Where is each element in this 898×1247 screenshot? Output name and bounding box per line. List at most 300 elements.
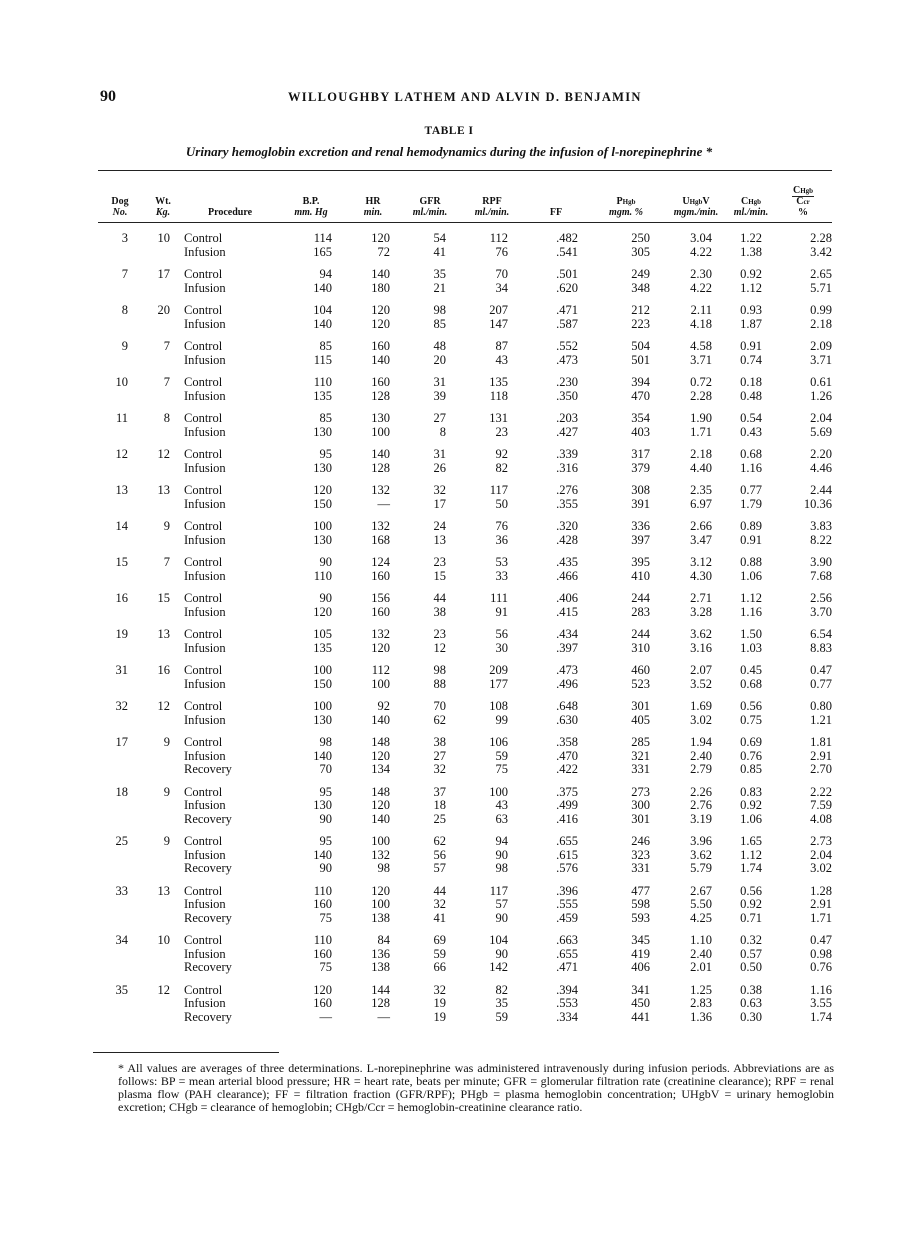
table-row — [98, 975, 832, 998]
hr-cell: 160 — [371, 604, 390, 619]
procedure-cell: Infusion — [184, 280, 226, 295]
dog-number — [98, 1011, 142, 1025]
phgb-cell: 308 — [631, 483, 650, 497]
hr-cell: 138 — [371, 960, 390, 974]
dog-number: 25 — [115, 834, 128, 848]
rpf-cell: 92 — [495, 447, 508, 461]
rpf-cell: 111 — [490, 591, 508, 605]
rpf-cell: 70 — [495, 267, 508, 281]
rpf-cell: 112 — [489, 231, 508, 245]
ff-cell: .396 — [556, 883, 578, 898]
rpf-cell: 43 — [495, 352, 508, 367]
hr-cell: 112 — [371, 663, 390, 677]
hr-cell: 128 — [371, 996, 390, 1010]
col-rpf: RPF ml./min. — [474, 196, 510, 218]
rpf-cell: 117 — [489, 483, 508, 497]
phgb-cell: 450 — [631, 996, 650, 1010]
hr-cell: 128 — [371, 388, 390, 403]
procedure-cell: Infusion — [184, 568, 226, 583]
dog-number — [98, 606, 142, 620]
ratio-fraction: $\frac{\text{CHgb}}{\text{Ccr}}$ — [792, 184, 814, 207]
gfr-cell: 41 — [433, 244, 446, 259]
gfr-cell: 8 — [439, 424, 446, 439]
phgb-cell: 441 — [631, 1009, 650, 1024]
phgb-cell: 212 — [631, 303, 650, 317]
chgb-cell: 0.68 — [740, 447, 762, 461]
chgb-cell: 0.71 — [740, 910, 762, 925]
table-row — [98, 498, 832, 512]
table-row — [98, 727, 832, 750]
table-row — [98, 462, 832, 476]
ff-cell: .416 — [556, 811, 578, 826]
gfr-cell: 62 — [433, 712, 446, 727]
table-row — [98, 534, 832, 548]
chgb-cell: 0.69 — [740, 735, 762, 749]
weight-cell: 16 — [157, 663, 170, 677]
bp-cell: 90 — [319, 811, 332, 826]
bp-cell: 75 — [319, 910, 332, 925]
ratio-cell: 8.22 — [810, 532, 832, 547]
bp-cell: 85 — [319, 411, 332, 425]
gfr-cell: 27 — [433, 748, 446, 763]
bp-cell: 94 — [319, 267, 332, 281]
rpf-cell: 209 — [489, 663, 508, 677]
phgb-cell: 341 — [631, 982, 650, 997]
dog-number — [98, 849, 142, 863]
procedure-cell: Recovery — [184, 861, 232, 875]
phgb-cell: 336 — [631, 519, 650, 533]
bp-cell: — — [319, 1009, 332, 1024]
hr-cell: 160 — [371, 339, 390, 353]
procedure-cell: Control — [184, 411, 223, 425]
table-row — [98, 925, 832, 948]
table-row — [98, 642, 832, 656]
hr-cell: 120 — [371, 640, 390, 655]
chgb-cell: 0.93 — [740, 303, 762, 317]
col-dog: Dog No. — [111, 196, 129, 218]
hr-cell: 72 — [377, 244, 390, 259]
rpf-cell: 56 — [495, 627, 508, 641]
gfr-cell: 37 — [433, 784, 446, 799]
ff-cell: .334 — [556, 1009, 578, 1024]
weight-cell — [142, 282, 184, 296]
bp-cell: 90 — [319, 555, 332, 569]
weight-cell: 7 — [163, 375, 170, 389]
dog-group — [98, 691, 832, 727]
bp-cell: 114 — [313, 231, 332, 245]
ff-cell: .541 — [556, 244, 578, 259]
dog-group — [98, 547, 832, 583]
bp-cell: 160 — [313, 996, 332, 1010]
bp-cell: 130 — [313, 712, 332, 727]
procedure-cell: Infusion — [184, 897, 226, 911]
chgb-cell: 1.50 — [740, 627, 762, 641]
phgb-cell: 523 — [631, 676, 650, 691]
ratio-cell: 1.81 — [810, 735, 832, 749]
uhgbv-cell: 2.76 — [690, 798, 712, 812]
procedure-cell: Control — [184, 555, 223, 569]
procedure-cell: Control — [184, 784, 223, 799]
footnote-rule — [93, 1052, 279, 1053]
table-row — [98, 655, 832, 678]
procedure-cell: Control — [184, 591, 223, 605]
hr-cell: 120 — [371, 748, 390, 763]
rpf-cell: 57 — [495, 897, 508, 911]
col-ratio: $\frac{\text{CHgb}}{\text{Ccr}}$ % — [792, 184, 814, 218]
procedure-cell: Control — [184, 375, 223, 389]
gfr-cell: 85 — [433, 316, 446, 331]
ff-cell: .394 — [556, 982, 578, 997]
bp-cell: 100 — [313, 699, 332, 713]
chgb-cell: 1.22 — [740, 231, 762, 245]
ratio-cell: 10.36 — [803, 496, 832, 511]
ff-cell: .473 — [556, 663, 578, 677]
uhgbv-cell: 3.62 — [690, 627, 712, 641]
phgb-cell: 460 — [631, 663, 650, 677]
procedure-cell: Control — [184, 519, 223, 533]
rpf-cell: 108 — [489, 699, 508, 713]
ratio-cell: 2.73 — [810, 834, 832, 848]
ff-cell: .499 — [556, 798, 578, 812]
table-row — [98, 849, 832, 863]
table-row — [98, 259, 832, 282]
chgb-cell: 1.87 — [740, 316, 762, 331]
table-row — [98, 619, 832, 642]
dog-number — [98, 318, 142, 332]
rpf-cell: 63 — [495, 811, 508, 826]
hr-cell: 120 — [371, 303, 390, 317]
chgb-cell: 1.06 — [740, 811, 762, 826]
uhgbv-cell: 3.12 — [690, 555, 712, 569]
weight-cell — [142, 390, 184, 404]
table-row — [98, 862, 832, 876]
procedure-cell: Control — [184, 883, 223, 898]
ratio-cell: 0.47 — [810, 663, 832, 677]
table-row — [98, 583, 832, 606]
dog-number: 11 — [115, 411, 128, 425]
ratio-cell: 0.47 — [810, 933, 832, 947]
dog-group — [98, 259, 832, 295]
gfr-cell: 23 — [433, 555, 446, 569]
phgb-cell: 273 — [631, 784, 650, 799]
chgb-cell: 0.74 — [740, 352, 762, 367]
gfr-cell: 38 — [433, 735, 446, 749]
table-header — [98, 176, 832, 221]
phgb-cell: 410 — [631, 568, 650, 583]
uhgbv-cell: 5.79 — [690, 861, 712, 875]
chgb-cell: 0.77 — [740, 483, 762, 497]
bp-cell: 110 — [313, 568, 332, 583]
table-row — [98, 691, 832, 714]
weight-cell — [142, 426, 184, 440]
ff-cell: .630 — [556, 712, 578, 727]
bp-cell: 95 — [319, 784, 332, 799]
phgb-cell: 397 — [631, 532, 650, 547]
phgb-cell: 250 — [631, 231, 650, 245]
dog-number: 14 — [115, 519, 128, 533]
procedure-cell: Control — [184, 735, 223, 749]
procedure-cell: Infusion — [184, 388, 226, 403]
gfr-cell: 25 — [433, 811, 446, 826]
chgb-cell: 0.38 — [740, 982, 762, 997]
ratio-cell: 0.76 — [810, 960, 832, 974]
uhgbv-cell: 3.52 — [690, 676, 712, 691]
dog-number — [98, 390, 142, 404]
hr-cell: 134 — [371, 762, 390, 776]
ratio-cell: 7.68 — [810, 568, 832, 583]
hr-cell: 138 — [371, 910, 390, 925]
gfr-cell: 57 — [433, 861, 446, 875]
dog-group — [98, 975, 832, 1025]
ratio-cell: 3.02 — [810, 861, 832, 875]
ff-cell: .655 — [556, 834, 578, 848]
bp-cell: 110 — [313, 375, 332, 389]
phgb-cell: 391 — [631, 496, 650, 511]
procedure-cell: Control — [184, 231, 223, 245]
dog-number: 17 — [115, 735, 128, 749]
dog-group — [98, 826, 832, 876]
dog-number: 33 — [115, 883, 128, 898]
bp-cell: 85 — [319, 339, 332, 353]
gfr-cell: 23 — [433, 627, 446, 641]
ratio-cell: 2.22 — [810, 784, 832, 799]
ratio-cell: 3.42 — [810, 244, 832, 259]
weight-cell — [142, 750, 184, 764]
weight-cell — [142, 570, 184, 584]
hr-cell: 132 — [371, 483, 390, 497]
hr-cell: 100 — [371, 676, 390, 691]
chgb-cell: 0.83 — [740, 784, 762, 799]
chgb-cell: 0.54 — [740, 411, 762, 425]
rpf-cell: 207 — [489, 303, 508, 317]
ratio-cell: 2.91 — [810, 748, 832, 763]
weight-cell — [142, 813, 184, 827]
weight-cell — [142, 462, 184, 476]
ratio-cell: 3.70 — [810, 604, 832, 619]
rpf-cell: 142 — [489, 960, 508, 974]
chgb-cell: 0.88 — [740, 555, 762, 569]
ff-cell: .276 — [556, 483, 578, 497]
hr-cell: 120 — [371, 316, 390, 331]
bp-cell: 135 — [313, 388, 332, 403]
uhgbv-cell: 2.28 — [690, 388, 712, 403]
table-row — [98, 912, 832, 926]
table-row — [98, 390, 832, 404]
hr-cell: 140 — [371, 267, 390, 281]
hr-cell: 120 — [371, 883, 390, 898]
phgb-cell: 477 — [631, 883, 650, 898]
procedure-cell: Control — [184, 627, 223, 641]
phgb-cell: 501 — [631, 352, 650, 367]
chgb-cell: 0.43 — [740, 424, 762, 439]
ff-cell: .471 — [556, 303, 578, 317]
uhgbv-cell: 3.04 — [690, 231, 712, 245]
uhgbv-cell: 3.02 — [690, 712, 712, 727]
dog-group — [98, 511, 832, 547]
weight-cell — [142, 318, 184, 332]
bp-cell: 95 — [319, 834, 332, 848]
weight-cell: 7 — [163, 555, 170, 569]
uhgbv-cell: 3.47 — [690, 532, 712, 547]
bp-cell: 95 — [319, 447, 332, 461]
uhgbv-cell: 1.71 — [690, 424, 712, 439]
chgb-cell: 1.16 — [740, 460, 762, 475]
gfr-cell: 26 — [433, 460, 446, 475]
ratio-cell: 4.46 — [810, 460, 832, 475]
ff-cell: .339 — [556, 447, 578, 461]
rpf-cell: 35 — [495, 996, 508, 1010]
ff-cell: .473 — [556, 352, 578, 367]
weight-cell: 13 — [157, 627, 170, 641]
bp-cell: 110 — [313, 883, 332, 898]
ff-cell: .428 — [556, 532, 578, 547]
phgb-cell: 348 — [631, 280, 650, 295]
uhgbv-cell: 4.18 — [690, 316, 712, 331]
hr-cell: 148 — [371, 784, 390, 799]
weight-cell — [142, 799, 184, 813]
phgb-cell: 249 — [631, 267, 650, 281]
procedure-cell: Control — [184, 447, 223, 461]
dog-number — [98, 898, 142, 912]
ratio-cell: 3.83 — [810, 519, 832, 533]
phgb-cell: 395 — [631, 555, 650, 569]
uhgbv-cell: 1.25 — [690, 982, 712, 997]
dog-number: 32 — [115, 699, 128, 713]
table-row — [98, 403, 832, 426]
ratio-cell: 3.90 — [810, 555, 832, 569]
rpf-cell: 100 — [489, 784, 508, 799]
rpf-cell: 82 — [495, 982, 508, 997]
uhgbv-cell: 2.40 — [690, 748, 712, 763]
rpf-cell: 43 — [495, 798, 508, 812]
phgb-cell: 345 — [631, 933, 650, 947]
dog-group — [98, 475, 832, 511]
ratio-cell: 1.26 — [810, 388, 832, 403]
uhgbv-cell: 3.96 — [690, 834, 712, 848]
phgb-cell: 317 — [631, 447, 650, 461]
table-row — [98, 475, 832, 498]
dog-number: 34 — [115, 933, 128, 947]
page-header — [100, 88, 840, 108]
phgb-cell: 331 — [631, 762, 650, 776]
weight-cell: 12 — [157, 447, 170, 461]
uhgbv-cell: 1.69 — [690, 699, 712, 713]
hr-cell: 100 — [371, 897, 390, 911]
col-phgb: PHgb mgm. % — [609, 196, 643, 218]
uhgbv-cell: 2.79 — [690, 762, 712, 776]
chgb-cell: 0.32 — [740, 933, 762, 947]
procedure-cell: Infusion — [184, 352, 226, 367]
ff-cell: .459 — [556, 910, 578, 925]
dog-number — [98, 763, 142, 777]
bp-cell: 140 — [313, 316, 332, 331]
table-row — [98, 826, 832, 849]
procedure-cell: Control — [184, 267, 223, 281]
procedure-cell: Infusion — [184, 460, 226, 475]
hr-cell: 130 — [371, 411, 390, 425]
weight-cell: 7 — [163, 339, 170, 353]
ratio-cell: 1.16 — [810, 982, 832, 997]
phgb-cell: 419 — [631, 946, 650, 961]
uhgbv-cell: 2.18 — [690, 447, 712, 461]
ff-cell: .501 — [556, 267, 578, 281]
weight-cell — [142, 606, 184, 620]
rpf-cell: 87 — [495, 339, 508, 353]
rpf-cell: 90 — [495, 847, 508, 862]
gfr-cell: 35 — [433, 267, 446, 281]
gfr-cell: 27 — [433, 411, 446, 425]
rpf-cell: 76 — [495, 244, 508, 259]
gfr-cell: 12 — [433, 640, 446, 655]
table-row — [98, 763, 832, 777]
bp-cell: 160 — [313, 946, 332, 961]
dog-number: 10 — [115, 375, 128, 389]
bp-cell: 165 — [313, 244, 332, 259]
dog-number: 3 — [121, 231, 128, 245]
phgb-cell: 321 — [631, 748, 650, 763]
hr-cell: 160 — [371, 568, 390, 583]
phgb-cell: 379 — [631, 460, 650, 475]
hr-cell: 140 — [371, 712, 390, 727]
ff-cell: .397 — [556, 640, 578, 655]
gfr-cell: 98 — [433, 303, 446, 317]
procedure-cell: Recovery — [184, 762, 232, 776]
weight-cell — [142, 498, 184, 512]
dog-number — [98, 813, 142, 827]
dog-number — [98, 570, 142, 584]
phgb-cell: 301 — [631, 811, 650, 826]
gfr-cell: 69 — [433, 933, 446, 947]
phgb-cell: 244 — [631, 591, 650, 605]
chgb-cell: 0.75 — [740, 712, 762, 727]
dog-number: 7 — [121, 267, 128, 281]
col-bp: B.P. mm. Hg — [294, 196, 328, 218]
chgb-cell: 0.85 — [740, 762, 762, 776]
dog-group — [98, 876, 832, 926]
ff-cell: .427 — [556, 424, 578, 439]
bp-cell: 105 — [313, 627, 332, 641]
ff-cell: .648 — [556, 699, 578, 713]
procedure-cell: Recovery — [184, 811, 232, 826]
bp-cell: 120 — [313, 982, 332, 997]
ratio-cell: 3.71 — [810, 352, 832, 367]
chgb-cell: 0.63 — [740, 996, 762, 1010]
footnote-text: * All values are averages of three determinations. L-norepinephrine was administered intravenously during infusion periods. Abbreviations are as follows: BP = mean arterial blood pressure; HR = heart rate, beats per minute; GFR = glomerular filtration rate (creatinine clearance); RPF = renal plasma flow (PAH clearance); FF = filtration fraction (GFR/RPF); PHgb = plasma hemoglobin concentration; UHgbV = urinary hemoglobin excretion; CHgb = clearance of hemoglobin; CHgb/Ccr = hemoglobin-creatinine clearance ratio. — [118, 1061, 834, 1114]
bp-cell: 150 — [313, 496, 332, 511]
uhgbv-cell: 0.72 — [690, 375, 712, 389]
ratio-cell: 2.65 — [810, 267, 832, 281]
ff-cell: .655 — [556, 946, 578, 961]
weight-cell: 8 — [163, 411, 170, 425]
bp-cell: 130 — [313, 460, 332, 475]
col-ff: FF — [549, 206, 563, 218]
chgb-cell: 1.03 — [740, 640, 762, 655]
weight-cell: 10 — [157, 231, 170, 245]
bp-cell: 110 — [313, 933, 332, 947]
hr-cell: 132 — [371, 847, 390, 862]
dog-number — [98, 948, 142, 962]
gfr-cell: 31 — [433, 375, 446, 389]
uhgbv-cell: 2.26 — [690, 784, 712, 799]
dog-number — [98, 426, 142, 440]
hr-cell: 124 — [371, 555, 390, 569]
ratio-cell: 0.61 — [810, 375, 832, 389]
weight-cell — [142, 1011, 184, 1025]
rpf-cell: 75 — [495, 762, 508, 776]
hr-cell: 128 — [371, 460, 390, 475]
gfr-cell: 62 — [433, 834, 446, 848]
chgb-cell: 1.12 — [740, 591, 762, 605]
